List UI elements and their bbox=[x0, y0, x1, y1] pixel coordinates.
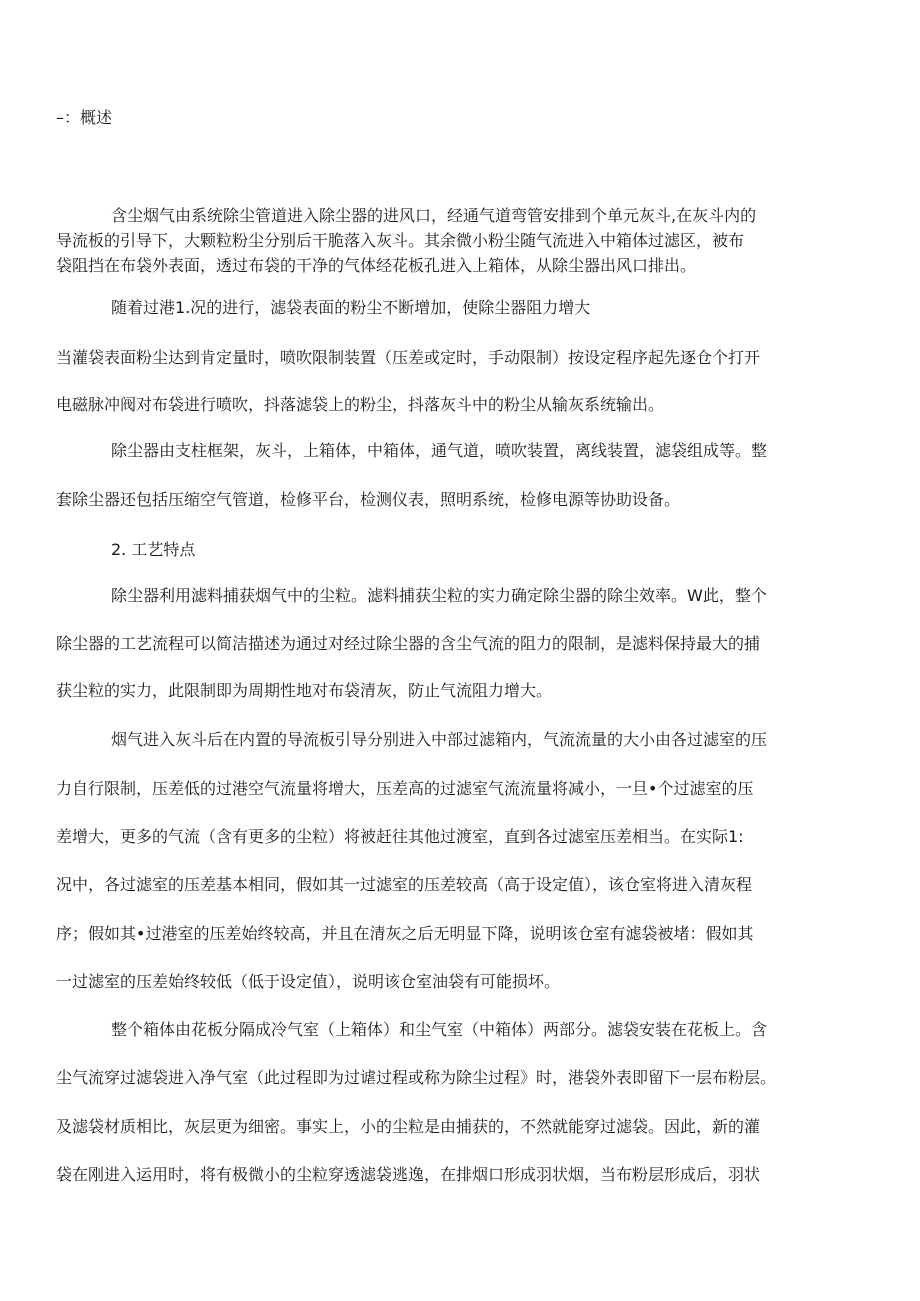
paragraph-6-line-2: 除尘器的工艺流程可以简洁描述为通过对经过除尘器的含尘气流的阻力的限制，是滤料保持最大的捕 bbox=[56, 634, 761, 653]
section-title: –：概述 bbox=[56, 108, 113, 127]
paragraph-6-line-3: 获尘粒的实力，此限制即为周期性地对布袋清灰，防止气流阻力增大。 bbox=[56, 681, 553, 700]
paragraph-6-line-1: 除尘器利用滤料捕获烟气中的尘粒。滤料捕获尘粒的实力确定除尘器的除尘效率。W此，整个 bbox=[111, 586, 767, 605]
paragraph-8-line-3: 及滤袋材质相比，灰层更为细密。事实上，小的尘粒是由捕获的，不然就能穿过滤袋。因此，新的灌 bbox=[56, 1117, 761, 1136]
paragraph-3-line-2: 电磁脉冲阀对布袋进行喷吹，抖落滤袋上的粉尘，抖落灰斗中的粉尘从输灰系统输出。 bbox=[56, 395, 665, 414]
paragraph-8-line-1: 整个箱体由花板分隔成冷气室（上箱体）和尘气室（中箱体）两部分。滤袋安装在花板上。含 bbox=[111, 1020, 768, 1039]
paragraph-4-line-1: 除尘器由支柱框架，灰斗，上箱体，中箱体，通气道，喷吹装置，离线装置，滤袋组成等。整 bbox=[111, 441, 768, 460]
paragraph-3-line-1: 当灌袋表面粉尘达到肯定量时，喷吹限制装置（压差或定时，手动限制）按设定程序起先逐仓个打开 bbox=[56, 348, 761, 367]
paragraph-1-line-3: 袋阻挡在布袋外表面，透过布袋的干净的气体经花板孔进入上箱体，从除尘器出风口排出。 bbox=[56, 256, 697, 275]
paragraph-8-line-4: 袋在刚进入运用时，将有极微小的尘粒穿透滤袋逃逸，在排烟口形成羽状烟，当布粉层形成后，羽状 bbox=[56, 1165, 761, 1184]
paragraph-7-line-3: 差增大，更多的气流（含有更多的尘粒）将被赶往其他过渡室，直到各过滤室压差相当。在实际1: bbox=[56, 827, 744, 846]
paragraph-7-line-6: 一过滤室的压差始终较低（低于设定值），说明该仓室油袋有可能损坏。 bbox=[56, 972, 561, 991]
paragraph-7-line-5: 序；假如其•过港室的压差始终较高，并且在清灰之后无明显下降，说明该仓室有滤袋被堵：假如其 bbox=[56, 924, 754, 943]
paragraph-2-line-1: 随着过港1.况的进行，滤袋表面的粉尘不断增加，使除尘器阻力增大 bbox=[111, 298, 591, 317]
paragraph-4-line-2: 套除尘器还包括压缩空气管道，检修平台，检测仪表，照明系统，检修电源等协助设备。 bbox=[56, 490, 681, 509]
paragraph-1-line-2: 导流板的引导下，大颗粒粉尘分别后干脆落入灰斗。其余微小粉尘随气流进入中箱体过滤区，被布 bbox=[56, 231, 745, 250]
paragraph-8-line-2: 尘气流穿过滤袋进入净气室（此过程即为过谑过程或称为除尘过程》时，港袋外表即留下一层布粉层。 bbox=[56, 1068, 777, 1087]
paragraph-1-line-1: 含尘烟气由系统除尘管道进入除尘器的进风口，经通气道弯管安排到个单元灰斗,在灰斗内的 bbox=[111, 206, 757, 225]
paragraph-7-line-1: 烟气进入灰斗后在内置的导流板引导分别进入中部过滤箱内，气流流量的大小由各过滤室的压 bbox=[111, 730, 768, 749]
paragraph-7-line-2: 力自行限制，压差低的过港空气流量将增大，压差高的过滤室气流流量将减小，一旦•个过滤室的压 bbox=[56, 779, 754, 798]
paragraph-7-line-4: 况中，各过滤室的压差基本相同，假如其一过滤室的压差较高（高于设定值），该仓室将进入清灰程 bbox=[56, 875, 753, 894]
section-2-heading: 2. 工艺特点 bbox=[111, 540, 196, 559]
